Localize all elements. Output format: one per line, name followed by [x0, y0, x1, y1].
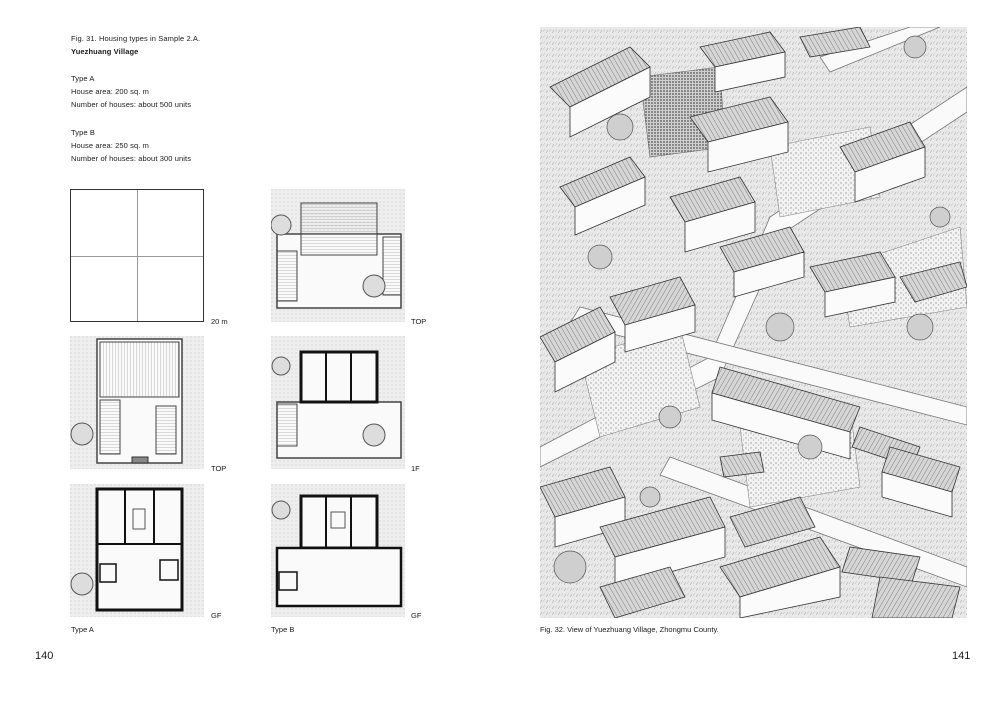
type-a-top-label: TOP	[211, 464, 227, 473]
type-a-heading: Type A	[71, 74, 95, 83]
type-a-gf-label: GF	[211, 611, 222, 620]
scale-grid	[70, 189, 204, 322]
village-name: Yuezhuang Village	[71, 47, 139, 56]
type-a-area: House area: 200 sq. m	[71, 87, 149, 96]
scale-grid-horizontal-line	[71, 256, 203, 257]
type-b-first-floor-plan	[271, 336, 405, 469]
type-b-area: House area: 250 sq. m	[71, 141, 149, 150]
page-number-right: 141	[952, 650, 971, 662]
type-b-gf-label: GF	[411, 611, 422, 620]
type-b-1f-label: 1F	[411, 464, 420, 473]
scale-label: 20 m	[211, 317, 228, 326]
type-b-caption: Type B	[271, 625, 295, 634]
type-a-caption: Type A	[71, 625, 94, 634]
type-a-roof-plan	[70, 336, 204, 469]
figure-caption-32: Fig. 32. View of Yuezhuang Village, Zhongmu County.	[540, 625, 719, 634]
type-b-roof-plan	[271, 189, 405, 322]
village-aerial-illustration	[540, 27, 967, 618]
figure-caption-31: Fig. 31. Housing types in Sample 2.A.	[71, 34, 201, 43]
type-a-count: Number of houses: about 500 units	[71, 100, 192, 109]
type-a-ground-floor-plan	[70, 484, 204, 617]
page-number-left: 140	[35, 650, 54, 662]
type-b-top-label: TOP	[411, 317, 427, 326]
type-b-heading: Type B	[71, 128, 95, 137]
type-b-count: Number of houses: about 300 units	[71, 154, 192, 163]
type-b-ground-floor-plan	[271, 484, 405, 617]
